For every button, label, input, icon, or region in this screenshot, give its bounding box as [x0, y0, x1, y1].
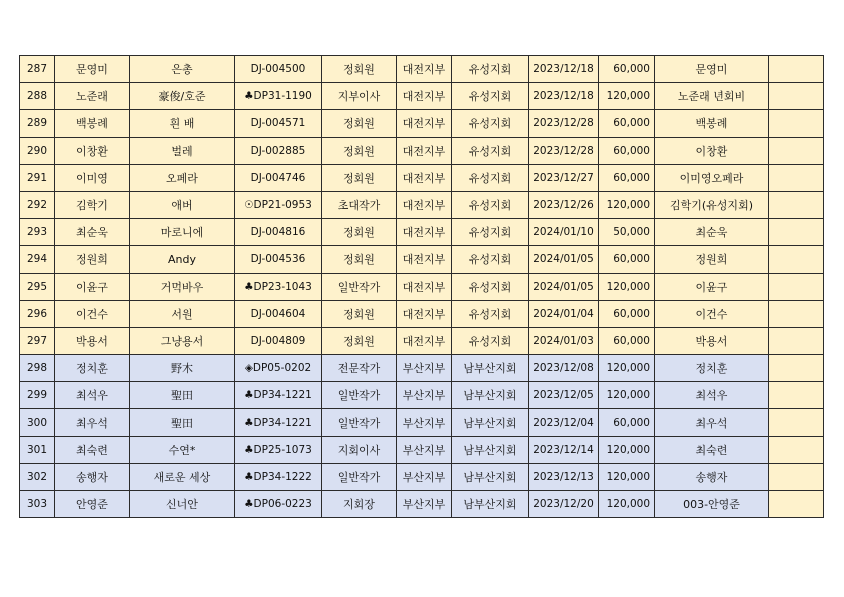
- member-name-cell: 백봉례: [55, 110, 130, 137]
- table-row: [20, 246, 824, 273]
- branch-cell: 대전지부: [397, 164, 452, 191]
- amount-cell: 60,000: [599, 246, 655, 273]
- pen-name-cell: 은총: [130, 56, 235, 83]
- row-number-cell: 300: [20, 409, 55, 436]
- pen-name-cell: 흰 배: [130, 110, 235, 137]
- row-number-cell: 287: [20, 56, 55, 83]
- pen-name-cell: 신너안: [130, 491, 235, 518]
- amount-cell: 60,000: [599, 110, 655, 137]
- branch-cell: 대전지부: [397, 273, 452, 300]
- amount-cell: 50,000: [599, 219, 655, 246]
- member-name-cell: 최우석: [55, 409, 130, 436]
- payment-date-cell: 2023/12/28: [529, 137, 599, 164]
- extra-cell: [769, 83, 824, 110]
- amount-cell: 60,000: [599, 137, 655, 164]
- member-id-cell: ♣DP34-1221: [235, 382, 322, 409]
- branch-cell: 대전지부: [397, 137, 452, 164]
- pen-name-cell: 豪俊/호준: [130, 83, 235, 110]
- table-row: [20, 327, 824, 354]
- chapter-cell: 남부산지회: [452, 382, 529, 409]
- pen-name-cell: 벌레: [130, 137, 235, 164]
- table-row: [20, 436, 824, 463]
- grade-cell: 정회원: [322, 110, 397, 137]
- amount-cell: 60,000: [599, 56, 655, 83]
- row-number-cell: 299: [20, 382, 55, 409]
- branch-cell: 대전지부: [397, 219, 452, 246]
- payment-date-cell: 2023/12/08: [529, 355, 599, 382]
- payer-name-cell: 정원희: [655, 246, 769, 273]
- payment-date-cell: 2024/01/05: [529, 273, 599, 300]
- table-row: [20, 300, 824, 327]
- member-id-cell: DJ-002885: [235, 137, 322, 164]
- branch-cell: 대전지부: [397, 191, 452, 218]
- chapter-cell: 유성지회: [452, 191, 529, 218]
- chapter-cell: 남부산지회: [452, 436, 529, 463]
- payment-date-cell: 2023/12/27: [529, 164, 599, 191]
- member-id-cell: ☉DP21-0953: [235, 191, 322, 218]
- member-id-cell: DJ-004571: [235, 110, 322, 137]
- table-row: [20, 355, 824, 382]
- chapter-cell: 유성지회: [452, 164, 529, 191]
- extra-cell: [769, 164, 824, 191]
- chapter-cell: 유성지회: [452, 300, 529, 327]
- amount-cell: 120,000: [599, 83, 655, 110]
- table-row: [20, 219, 824, 246]
- amount-cell: 120,000: [599, 436, 655, 463]
- payer-name-cell: 김학기(유성지회): [655, 191, 769, 218]
- chapter-cell: 유성지회: [452, 327, 529, 354]
- payer-name-cell: 이건수: [655, 300, 769, 327]
- row-number-cell: 298: [20, 355, 55, 382]
- chapter-cell: 유성지회: [452, 273, 529, 300]
- grade-cell: 일반작가: [322, 382, 397, 409]
- member-name-cell: 최순욱: [55, 219, 130, 246]
- branch-cell: 대전지부: [397, 56, 452, 83]
- extra-cell: [769, 355, 824, 382]
- member-name-cell: 노준래: [55, 83, 130, 110]
- payer-name-cell: 백봉례: [655, 110, 769, 137]
- payer-name-cell: 이윤구: [655, 273, 769, 300]
- chapter-cell: 남부산지회: [452, 463, 529, 490]
- branch-cell: 대전지부: [397, 300, 452, 327]
- member-id-cell: ♣DP06-0223: [235, 491, 322, 518]
- payer-name-cell: 최순욱: [655, 219, 769, 246]
- member-id-cell: DJ-004500: [235, 56, 322, 83]
- extra-cell: [769, 382, 824, 409]
- table-row: [20, 83, 824, 110]
- chapter-cell: 남부산지회: [452, 355, 529, 382]
- branch-cell: 대전지부: [397, 246, 452, 273]
- member-id-cell: ♣DP23-1043: [235, 273, 322, 300]
- member-name-cell: 정치훈: [55, 355, 130, 382]
- chapter-cell: 유성지회: [452, 246, 529, 273]
- member-name-cell: 송행자: [55, 463, 130, 490]
- member-id-cell: DJ-004809: [235, 327, 322, 354]
- grade-cell: 정회원: [322, 246, 397, 273]
- row-number-cell: 289: [20, 110, 55, 137]
- row-number-cell: 295: [20, 273, 55, 300]
- row-number-cell: 292: [20, 191, 55, 218]
- grade-cell: 일반작가: [322, 273, 397, 300]
- table-row: [20, 56, 824, 83]
- payment-date-cell: 2023/12/26: [529, 191, 599, 218]
- member-id-cell: ♣DP34-1221: [235, 409, 322, 436]
- payer-name-cell: 노준래 년회비: [655, 83, 769, 110]
- payment-date-cell: 2023/12/04: [529, 409, 599, 436]
- payment-date-cell: 2024/01/05: [529, 246, 599, 273]
- member-name-cell: 안영준: [55, 491, 130, 518]
- grade-cell: 지회장: [322, 491, 397, 518]
- chapter-cell: 남부산지회: [452, 491, 529, 518]
- table-row: [20, 137, 824, 164]
- row-number-cell: 293: [20, 219, 55, 246]
- table-row: [20, 110, 824, 137]
- branch-cell: 대전지부: [397, 327, 452, 354]
- pen-name-cell: 서원: [130, 300, 235, 327]
- extra-cell: [769, 300, 824, 327]
- payment-date-cell: 2024/01/10: [529, 219, 599, 246]
- member-name-cell: 박용서: [55, 327, 130, 354]
- pen-name-cell: 애버: [130, 191, 235, 218]
- chapter-cell: 유성지회: [452, 83, 529, 110]
- amount-cell: 60,000: [599, 409, 655, 436]
- branch-cell: 부산지부: [397, 436, 452, 463]
- pen-name-cell: 마로니에: [130, 219, 235, 246]
- row-number-cell: 291: [20, 164, 55, 191]
- branch-cell: 대전지부: [397, 110, 452, 137]
- member-id-cell: DJ-004604: [235, 300, 322, 327]
- member-name-cell: 이미영: [55, 164, 130, 191]
- extra-cell: [769, 219, 824, 246]
- grade-cell: 일반작가: [322, 463, 397, 490]
- chapter-cell: 유성지회: [452, 56, 529, 83]
- member-name-cell: 문영미: [55, 56, 130, 83]
- payment-date-cell: 2023/12/13: [529, 463, 599, 490]
- pen-name-cell: 聖田: [130, 382, 235, 409]
- extra-cell: [769, 273, 824, 300]
- payment-date-cell: 2024/01/04: [529, 300, 599, 327]
- row-number-cell: 288: [20, 83, 55, 110]
- extra-cell: [769, 191, 824, 218]
- grade-cell: 지부이사: [322, 83, 397, 110]
- grade-cell: 정회원: [322, 164, 397, 191]
- chapter-cell: 유성지회: [452, 137, 529, 164]
- branch-cell: 부산지부: [397, 491, 452, 518]
- payment-date-cell: 2023/12/18: [529, 83, 599, 110]
- member-name-cell: 김학기: [55, 191, 130, 218]
- chapter-cell: 남부산지회: [452, 409, 529, 436]
- member-name-cell: 정원희: [55, 246, 130, 273]
- table-row: [20, 382, 824, 409]
- extra-cell: [769, 463, 824, 490]
- amount-cell: 120,000: [599, 355, 655, 382]
- amount-cell: 60,000: [599, 164, 655, 191]
- payment-date-cell: 2023/12/18: [529, 56, 599, 83]
- grade-cell: 일반작가: [322, 409, 397, 436]
- payer-name-cell: 송행자: [655, 463, 769, 490]
- extra-cell: [769, 137, 824, 164]
- extra-cell: [769, 56, 824, 83]
- member-id-cell: DJ-004536: [235, 246, 322, 273]
- grade-cell: 정회원: [322, 300, 397, 327]
- extra-cell: [769, 436, 824, 463]
- payer-name-cell: 최숙련: [655, 436, 769, 463]
- grade-cell: 전문작가: [322, 355, 397, 382]
- row-number-cell: 294: [20, 246, 55, 273]
- payment-date-cell: 2023/12/05: [529, 382, 599, 409]
- pen-name-cell: Andy: [130, 246, 235, 273]
- branch-cell: 대전지부: [397, 83, 452, 110]
- extra-cell: [769, 327, 824, 354]
- chapter-cell: 유성지회: [452, 219, 529, 246]
- amount-cell: 120,000: [599, 191, 655, 218]
- branch-cell: 부산지부: [397, 409, 452, 436]
- member-id-cell: DJ-004746: [235, 164, 322, 191]
- branch-cell: 부산지부: [397, 463, 452, 490]
- payer-name-cell: 최우석: [655, 409, 769, 436]
- amount-cell: 120,000: [599, 463, 655, 490]
- amount-cell: 120,000: [599, 273, 655, 300]
- member-fee-table: [19, 55, 824, 518]
- extra-cell: [769, 491, 824, 518]
- member-name-cell: 이창환: [55, 137, 130, 164]
- pen-name-cell: 새로운 세상: [130, 463, 235, 490]
- amount-cell: 60,000: [599, 327, 655, 354]
- payment-date-cell: 2023/12/28: [529, 110, 599, 137]
- payer-name-cell: 최석우: [655, 382, 769, 409]
- branch-cell: 부산지부: [397, 355, 452, 382]
- payer-name-cell: 문영미: [655, 56, 769, 83]
- payment-date-cell: 2023/12/20: [529, 491, 599, 518]
- chapter-cell: 유성지회: [452, 110, 529, 137]
- extra-cell: [769, 409, 824, 436]
- table-row: [20, 491, 824, 518]
- pen-name-cell: 수연*: [130, 436, 235, 463]
- grade-cell: 초대작가: [322, 191, 397, 218]
- payment-date-cell: 2024/01/03: [529, 327, 599, 354]
- pen-name-cell: 거먹바우: [130, 273, 235, 300]
- table-row: [20, 463, 824, 490]
- table-row: [20, 164, 824, 191]
- member-id-cell: ◈DP05-0202: [235, 355, 322, 382]
- row-number-cell: 301: [20, 436, 55, 463]
- payer-name-cell: 박용서: [655, 327, 769, 354]
- payer-name-cell: 003-안영준: [655, 491, 769, 518]
- branch-cell: 부산지부: [397, 382, 452, 409]
- payment-date-cell: 2023/12/14: [529, 436, 599, 463]
- member-name-cell: 이건수: [55, 300, 130, 327]
- member-name-cell: 최석우: [55, 382, 130, 409]
- pen-name-cell: 野木: [130, 355, 235, 382]
- row-number-cell: 297: [20, 327, 55, 354]
- row-number-cell: 303: [20, 491, 55, 518]
- member-id-cell: ♣DP25-1073: [235, 436, 322, 463]
- grade-cell: 정회원: [322, 137, 397, 164]
- member-id-cell: ♣DP31-1190: [235, 83, 322, 110]
- amount-cell: 60,000: [599, 300, 655, 327]
- member-id-cell: DJ-004816: [235, 219, 322, 246]
- payer-name-cell: 이창환: [655, 137, 769, 164]
- pen-name-cell: 그냥용서: [130, 327, 235, 354]
- table-row: [20, 191, 824, 218]
- table-row: [20, 273, 824, 300]
- table-row: [20, 409, 824, 436]
- pen-name-cell: 오페라: [130, 164, 235, 191]
- grade-cell: 지회이사: [322, 436, 397, 463]
- grade-cell: 정회원: [322, 327, 397, 354]
- amount-cell: 120,000: [599, 382, 655, 409]
- member-id-cell: ♣DP34-1222: [235, 463, 322, 490]
- extra-cell: [769, 110, 824, 137]
- pen-name-cell: 聖田: [130, 409, 235, 436]
- amount-cell: 120,000: [599, 491, 655, 518]
- grade-cell: 정회원: [322, 56, 397, 83]
- payer-name-cell: 정치훈: [655, 355, 769, 382]
- member-name-cell: 최숙련: [55, 436, 130, 463]
- member-name-cell: 이윤구: [55, 273, 130, 300]
- grade-cell: 정회원: [322, 219, 397, 246]
- row-number-cell: 302: [20, 463, 55, 490]
- payer-name-cell: 이미영오페라: [655, 164, 769, 191]
- extra-cell: [769, 246, 824, 273]
- row-number-cell: 290: [20, 137, 55, 164]
- row-number-cell: 296: [20, 300, 55, 327]
